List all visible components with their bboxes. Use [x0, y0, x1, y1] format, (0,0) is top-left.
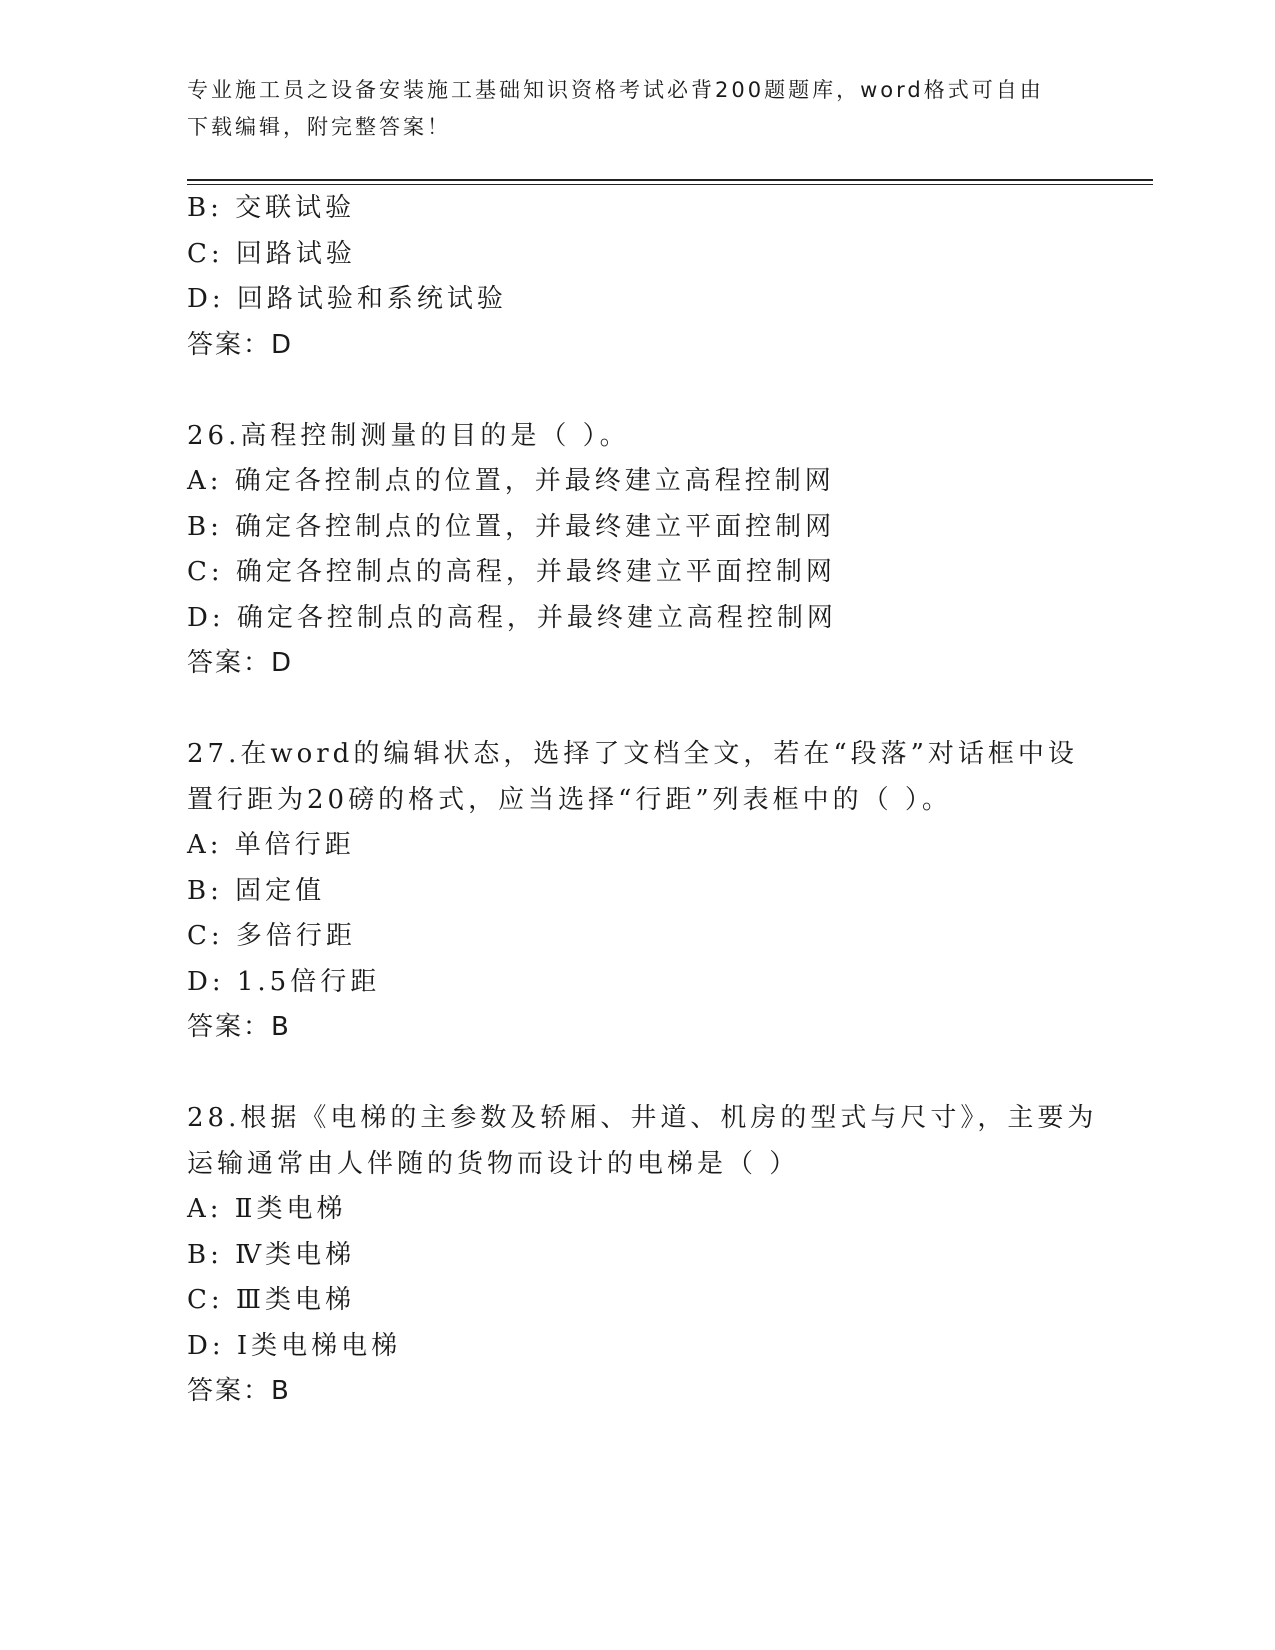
header-line-2: 下载编辑，附完整答案！: [187, 115, 451, 139]
option-d: D: 确定各控制点的高程，并最终建立高程控制网: [187, 602, 837, 633]
option-c: C: 多倍行距: [187, 921, 356, 951]
option-a: A: Ⅱ类电梯: [187, 1194, 347, 1224]
header-divider: [187, 179, 1153, 181]
question-stem-cont: 置行距为20磅的格式，应当选择“行距”列表框中的（ ）。: [187, 784, 952, 815]
option-a: A: 单倍行距: [187, 830, 355, 860]
header-line-1: 专业施工员之设备安装施工基础知识资格考试必背200题题库，word格式可自由: [187, 78, 1044, 102]
option-c: C: 确定各控制点的高程，并最终建立平面控制网: [187, 557, 836, 587]
option-d: D: 1.5倍行距: [187, 966, 381, 997]
answer-text: 答案：D: [187, 648, 294, 678]
document-header: [187, 72, 1067, 146]
option-b: B: 固定值: [187, 875, 326, 906]
answer-text: 答案：D: [187, 329, 294, 360]
question-stem-cont: 运输通常由人伴随的货物而设计的电梯是（ ）: [187, 1148, 800, 1179]
header-divider-thin: [187, 184, 1153, 185]
answer-text: 答案：B: [187, 1376, 291, 1406]
question-28: [187, 1096, 1098, 1415]
question-stem: 27.在word的编辑状态，选择了文档全文，若在“段落”对话框中设: [187, 739, 1078, 769]
option-b: B: Ⅳ类电梯: [187, 1239, 356, 1270]
question-25-continued: [187, 186, 1087, 368]
question-list: [187, 186, 1098, 1415]
question-stem: 26.高程控制测量的目的是（ ）。: [187, 420, 630, 451]
answer-text: 答案：B: [187, 1012, 291, 1042]
option-d: D: Ⅰ类电梯电梯: [187, 1330, 402, 1361]
question-27: [187, 732, 1087, 1051]
option-b: B: 确定各控制点的位置，并最终建立平面控制网: [187, 511, 836, 542]
option-c: C: Ⅲ类电梯: [187, 1285, 355, 1315]
question-stem: 28.根据《电梯的主参数及轿厢、井道、机房的型式与尺寸》，主要为: [187, 1103, 1098, 1133]
option-a: A: 确定各控制点的位置，并最终建立高程控制网: [187, 466, 835, 496]
question-26: [187, 414, 1087, 687]
option-d: D: 回路试验和系统试验: [187, 284, 507, 314]
option-b: B: 交联试验: [187, 193, 356, 223]
option-c: C: 回路试验: [187, 238, 356, 269]
